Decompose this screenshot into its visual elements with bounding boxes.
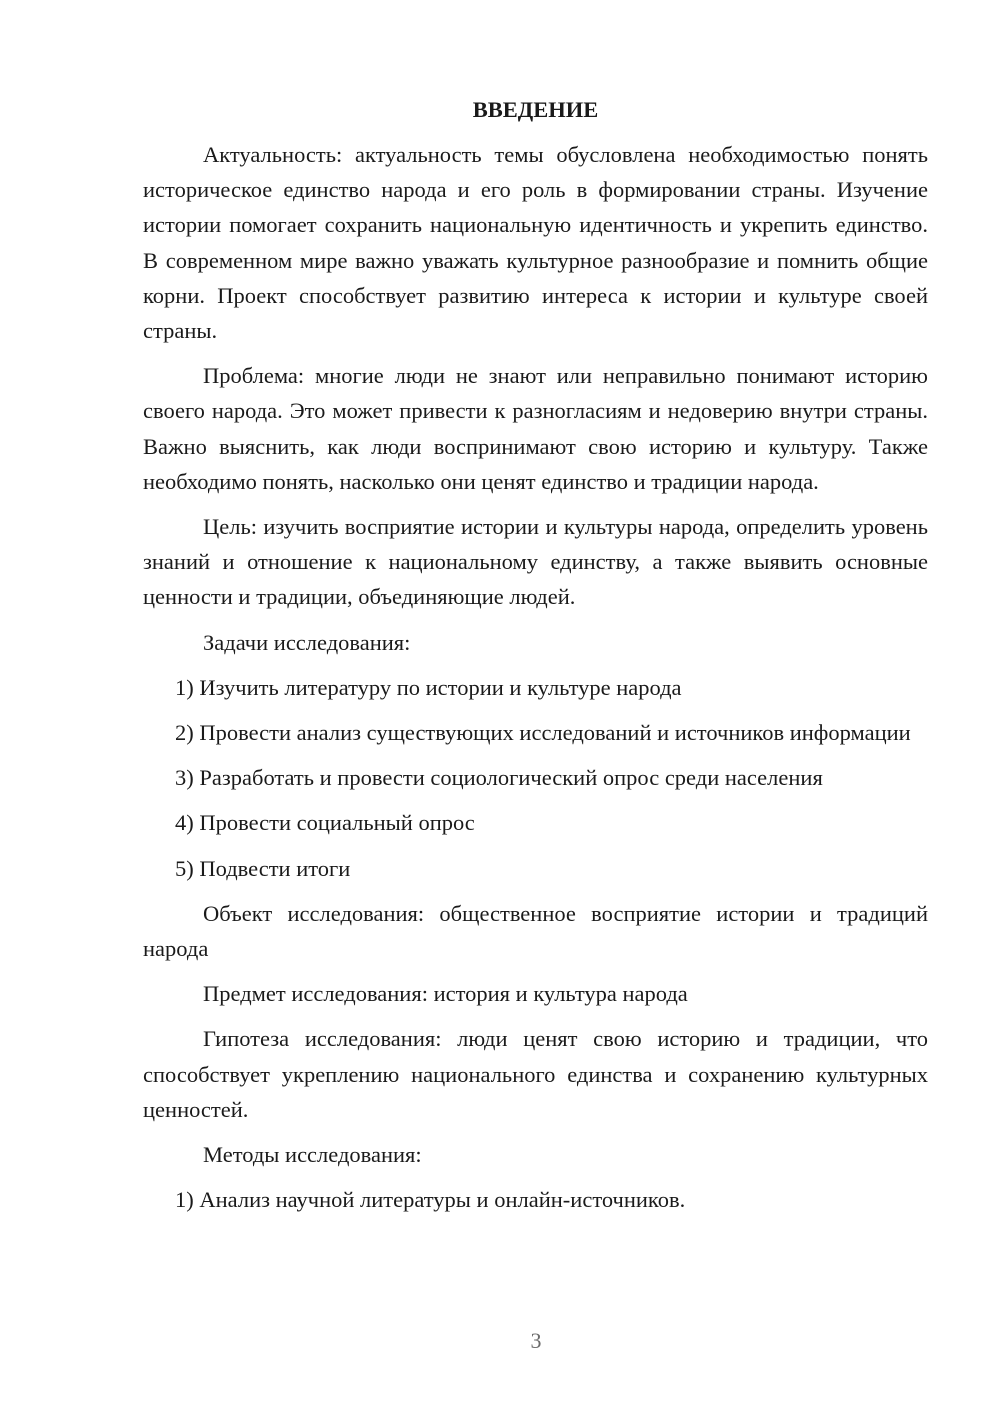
tasks-heading: Задачи исследования: (203, 629, 411, 655)
page-title: ВВЕДЕНИЕ (472, 97, 599, 122)
page-number: 3 (530, 1328, 542, 1353)
hypothesis-paragraph: Гипотеза исследования: люди ценят свою историю и традиции, что способствует укреплению национального единства и сохранению культурных ценностей. (143, 1026, 928, 1122)
task-item-3: 3) Разработать и провести социологический опрос среди населения (175, 765, 823, 791)
document-body (143, 92, 928, 1227)
task-item-2: 2) Провести анализ существующих исследований и источников информации (175, 720, 911, 746)
goal-paragraph: Цель: изучить восприятие истории и культуры народа, определить уровень знаний и отношение к национальному единству, а также выявить основные ценности и традиции, объединяющие людей. (143, 514, 928, 610)
method-item-1: 1) Анализ научной литературы и онлайн-источников. (175, 1187, 686, 1213)
task-item-4: 4) Провести социальный опрос (175, 810, 475, 836)
task-item-5: 5) Подвести итоги (175, 855, 351, 881)
problem-paragraph: Проблема: многие люди не знают или неправильно понимают историю своего народа. Это может привести к разногласиям и недоверию внутри страны. Важно выяснить, как люди воспринимают свою историю и культуру. Также необходимо понять, насколько они ценят единство и традиции народа. (143, 363, 928, 494)
subject-paragraph: Предмет исследования: история и культура народа (203, 981, 688, 1007)
task-item-1: 1) Изучить литературу по истории и культуре народа (175, 674, 682, 700)
methods-heading: Методы исследования: (203, 1142, 422, 1168)
object-paragraph: Объект исследования: общественное восприятие истории и традиций народа (143, 900, 928, 962)
relevance-paragraph: Актуальность: актуальность темы обусловлена необходимостью понять историческое единство народа и его роль в формировании страны. Изучение истории помогает сохранить национальную идентичность и укрепить единство. В современном мире важно уважать культурное разнообразие и помнить общие корни. Проект способствует развитию интереса к истории и культуре своей страны. (143, 142, 928, 344)
